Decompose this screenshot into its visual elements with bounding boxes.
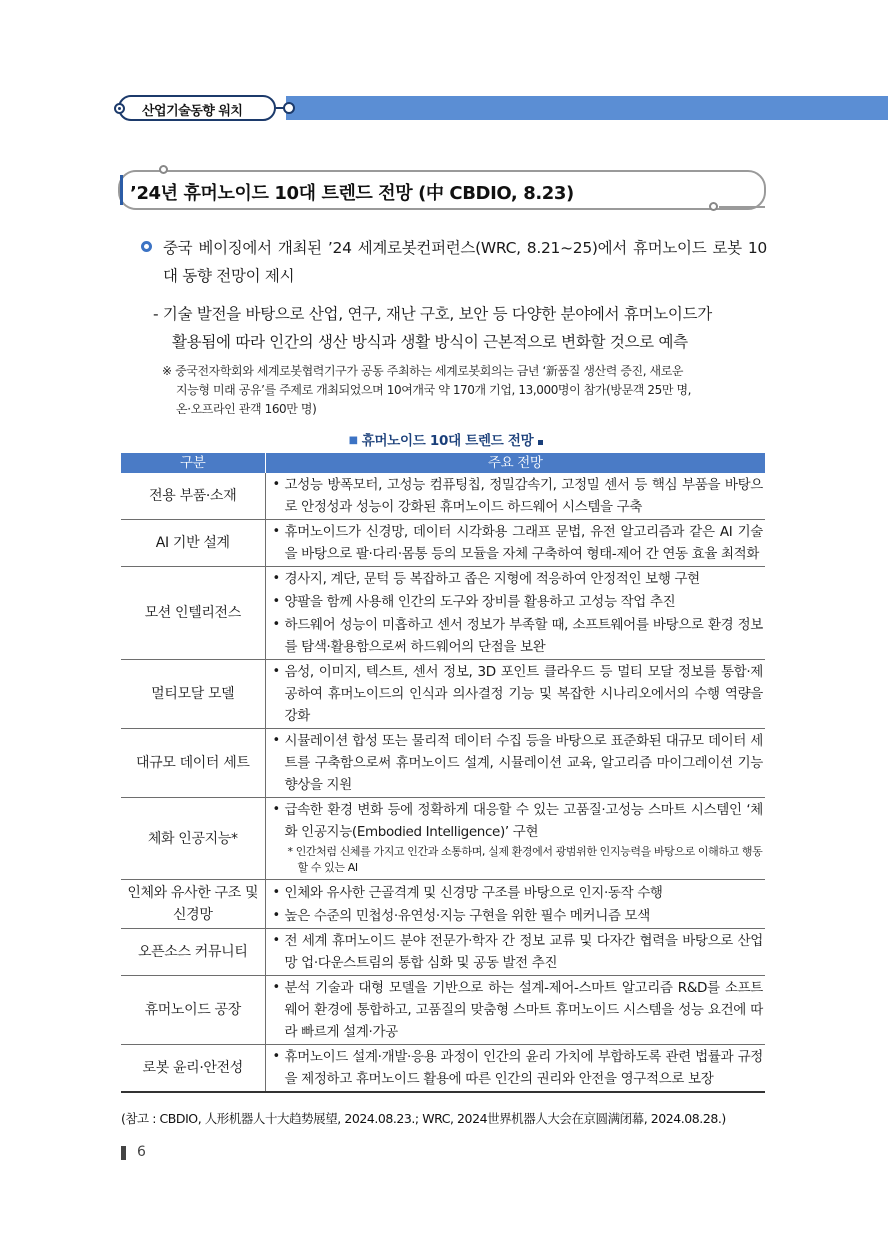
trend-item: • 전 세계 휴머노이드 분야 전문가·학자 간 정보 교류 및 다자간 협력을 바탕으로 산업망 업·다운스트림의 통합 심화 및 공동 발전 추진 [272,930,764,974]
trend-footnote: * 인간처럼 신체를 가지고 인간과 소통하며, 실제 환경에서 광범위한 인지능력을 바탕으로 이해하고 행동할 수 있는 AI [287,845,763,874]
sub-point-line: 활용됨에 따라 인간의 생산 방식과 생활 방식이 근본적으로 변화할 것으로 예측 [172,333,688,351]
trend-item: • 급속한 환경 변화 등에 정확하게 대응할 수 있는 고품질·고성능 스마트 시스템인 ‘체화 인공지능(Embodied Intelligence)’ 구현 [272,799,764,843]
trend-description [265,1045,765,1093]
square-end-icon [538,440,543,445]
trend-category: AI 기반 설계 [121,520,265,567]
page-title: ’24년 휴머노이드 10대 트렌드 전망 (中 CBDIO, 8.23) [130,183,574,204]
title-accent-bar [120,175,123,205]
header-circle-icon [114,103,125,114]
trend-item: • 경사지, 계단, 문턱 등 복잡하고 좁은 지형에 적응하여 안정적인 보행 구현 [272,568,764,590]
trend-item: • 휴머노이드 설계·개발·응용 과정이 인간의 윤리 가치에 부합하도록 관련 법률과 규정을 제정하고 휴머노이드 활용에 따른 인간의 권리와 안전을 영구적으로 보장 [272,1046,764,1090]
note-line: ※ 중국전자학회와 세계로봇협력기구가 공동 주최하는 세계로봇회의는 금년 ‘新품질 생산력 증진, 새로운 [162,364,684,378]
header-circle-icon [283,102,295,114]
table-row [121,660,765,729]
trend-description [265,473,765,520]
table-row [121,1045,765,1093]
trend-description [265,660,765,729]
ring-bullet-icon [141,241,152,252]
trend-category: 체화 인공지능* [121,798,265,880]
trend-item: • 휴머노이드가 신경망, 데이터 시각화용 그래프 문법, 유전 알고리즘과 같은 AI 기술을 바탕으로 팔·다리·몸통 등의 모듈을 자체 구축하여 형태-제어 간 연동 효율 최적화 [272,521,764,565]
trend-item: • 높은 수준의 민첩성·유연성·지능 구현을 위한 필수 메커니즘 모색 [272,905,764,927]
trend-item: • 하드웨어 성능이 미흡하고 센서 정보가 부족할 때, 소프트웨어를 바탕으로 환경 정보를 탐색·활용함으로써 하드웨어의 단점을 보완 [272,614,764,658]
table-row [121,976,765,1045]
title-circle-icon [159,165,168,174]
trend-description [265,976,765,1045]
table-caption-text: 휴머노이드 10대 트렌드 전망 [361,433,534,449]
column-header: 구분 [121,453,265,473]
table-row [121,880,765,929]
note-line: 온·오프라인 관객 160만 명) [176,402,317,416]
trend-category: 오픈소스 커뮤니티 [121,929,265,976]
main-point: 중국 베이징에서 개최된 ’24 세계로봇컨퍼런스(WRC, 8.21~25)에서 휴머노이드 로봇 10대 동향 전망이 제시 [163,239,767,285]
column-header: 주요 전망 [265,453,765,473]
table-row [121,798,765,880]
source-citation: (참고 : CBDIO, 人形机器人十大趋势展望, 2024.08.23.; WRC, 2024世界机器人大会在京圆满闭幕, 2024.08.28.) [121,1111,726,1126]
trend-table [121,453,765,1093]
trend-item: • 인체와 유사한 근골격계 및 신경망 구조를 바탕으로 인지·동작 수행 [272,882,764,904]
title-decoration-line [719,206,765,208]
trend-category: 휴머노이드 공장 [121,976,265,1045]
title-circle-icon [709,202,718,211]
table-row [121,520,765,567]
note-line: 지능형 미래 공유’를 주제로 개최되었으며 10여개국 약 170개 기업, 13,000명이 참가(방문객 25만 명, [176,383,692,397]
table-row [121,473,765,520]
trend-description [265,798,765,880]
trend-description [265,880,765,929]
trend-category: 대규모 데이터 세트 [121,729,265,798]
trend-item: • 음성, 이미지, 텍스트, 센서 정보, 3D 포인트 클라우드 등 멀티 모달 정보를 통합·제공하여 휴머노이드의 인식과 의사결정 기능 및 복잡한 시나리오에서의 수행 역량을 강화 [272,661,764,727]
trend-category: 인체와 유사한 구조 및 신경망 [121,880,265,929]
trend-description [265,567,765,660]
trend-category: 멀티모달 모델 [121,660,265,729]
trend-item: • 양팔을 함께 사용해 인간의 도구와 장비를 활용하고 고성능 작업 추진 [272,591,764,613]
trend-item: • 시뮬레이션 합성 또는 물리적 데이터 수집 등을 바탕으로 표준화된 대규모 데이터 세트를 구축함으로써 휴머노이드 설계, 시뮬레이션 교육, 알고리즘 마이그레이션 기능 향상을 지원 [272,730,764,796]
section-label-pill [118,95,276,121]
sub-point [153,300,768,356]
table-row [121,729,765,798]
square-bullet-icon: ■ [348,435,358,446]
table-row [121,567,765,660]
trend-item: • 고성능 방폭모터, 고성능 컴퓨팅칩, 정밀감속기, 고정밀 센서 등 핵심 부품을 바탕으로 안정성과 성능이 강화된 휴머노이드 하드웨어 시스템을 구축 [272,474,764,518]
header-band [286,96,888,120]
trend-description [265,929,765,976]
trend-description [265,729,765,798]
trend-category: 모션 인텔리전스 [121,567,265,660]
table-row [121,929,765,976]
trend-item: • 분석 기술과 대형 모델을 기반으로 하는 설계-제어-스마트 알고리즘 R&D를 소프트웨어 환경에 통합하고, 고품질의 맞춤형 스마트 휴머노이드 시스템을 성능 요건에 따라 빠르게 설계·가공 [272,977,764,1043]
trend-description [265,520,765,567]
page-number: 6 [137,1144,146,1160]
table-body [121,473,765,1092]
table-header-row [121,453,765,473]
sub-point-line: - 기술 발전을 바탕으로 산업, 연구, 재난 구호, 보안 등 다양한 분야에서 휴머노이드가 [153,305,712,323]
table-caption [0,429,888,449]
trend-category: 전용 부품·소재 [121,473,265,520]
page-marker [121,1146,126,1160]
section-label: 산업기술동향 워치 [142,104,243,119]
note [162,362,768,419]
trend-category: 로봇 윤리·안전성 [121,1045,265,1093]
